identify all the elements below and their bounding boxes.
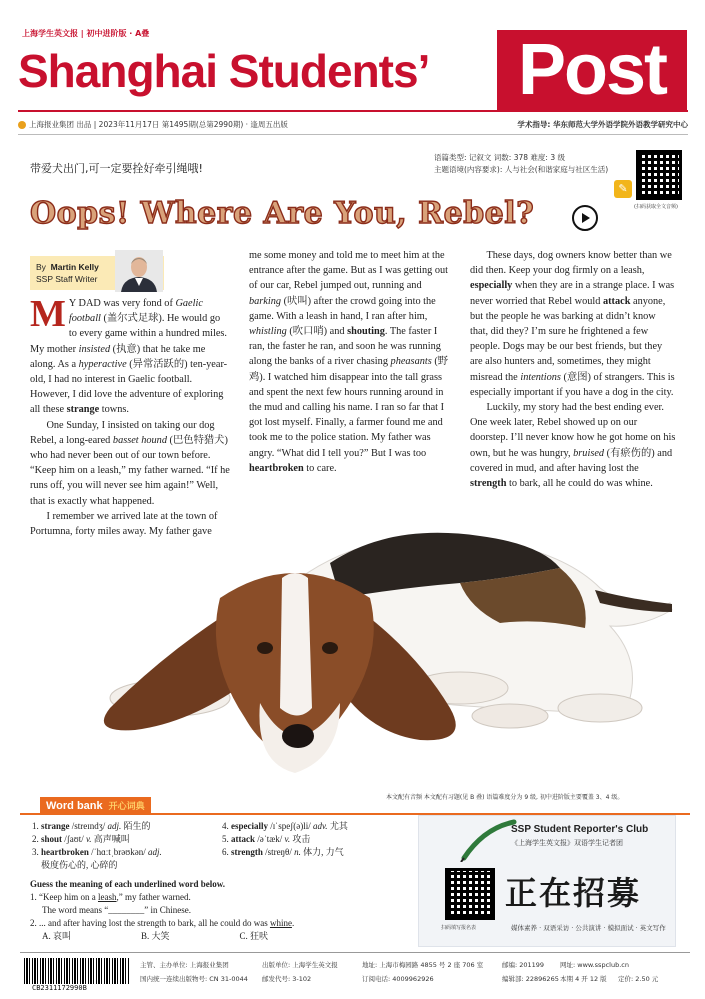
pencil-icon[interactable]: ✎ [614, 180, 632, 198]
vocabulary-quiz: Guess the meaning of each underlined word below. 1. “Keep him on a leash,” my father warned. The word means “________” in Chinese. 2. ... and after having lost the strength to bark, all he could do was whine. A. 哀叫 B. 大笑 C. 狂吠 [30, 879, 295, 941]
ad-recruiting-text: 正在招募 [505, 874, 642, 912]
paragraph: MY DAD was very fond of Gaelic football (盖尔式足球). He would go to every game within a hundred miles. My mother insisted (执意) that he take me along. As a hyperactive (异常活跃的) ten-year-old, I had no interest in Gaelic football. However, I did love the adventure of exploring all these strange towns. [30, 293, 228, 416]
play-icon [579, 212, 591, 224]
academic-advisor: 学术指导: 华东师范大学外语学院外语教学研究中心 [517, 119, 688, 129]
divider [18, 134, 688, 135]
article-subtitle: 带爱犬出门,可一定要拴好牵引绳哦! [30, 162, 203, 175]
paragraph: These days, dog owners know better than we did then. Keep your dog firmly on a leash, especially when they are in a strange place. I was never worried that Rebel would attack anyone, but the people he was barking at didn’t know that, did they? I’m sure he frightened a few people. Dogs may be our best friends, but they are also hunters and, sometimes, they might misread the intentions (意图) of strangers. This is especially important if you have a dog in the city. [470, 250, 675, 398]
audio-qr-code[interactable] [636, 150, 682, 200]
word-entry: 3. heartbroken /ˈhɑːtˌbrəʊkən/ adj. 极度伤心的, 心碎的 [32, 847, 162, 870]
barcode-number: CB2311172990B [32, 984, 87, 992]
paragraph: One Sunday, I insisted on taking our dog Rebel, a long-eared basset hound (巴色特猎犬) who had never been out of our town before. “Keep him on a leash,” my father warned. “If he runs off, you will never see him again!” Well, that is exactly what happened. [30, 419, 230, 507]
signup-qr-code[interactable] [445, 868, 495, 920]
barcode [24, 958, 130, 984]
word-bank-tab: Word bank 开心词典 [40, 797, 151, 815]
pen-icon [459, 818, 519, 862]
footer-rule [20, 952, 690, 953]
masthead-post-logo: Post [497, 30, 687, 110]
paragraph: I remember we arrived late at the town of Portumna, forty miles away. My father gave [30, 510, 218, 538]
article-column-1 [30, 293, 230, 539]
word-entry: 2. shout /ʃaʊt/ v. 高声喊叫 [32, 834, 130, 844]
masthead-title: Shanghai Students’ [18, 45, 430, 97]
word-entry: 4. especially /ɪˈspeʃ(ə)li/ adv. 尤其 [222, 821, 348, 831]
publisher-logo-icon [18, 121, 26, 129]
publication-info: 主管、主办单位: 上海报业集团 出版单位: 上海学生英文报 地址: 上海市梅园路 4855 号 2 座 706 室 邮编: 201199 网址: www.sspclub.cn 国内统一连续出版物号: CN 31-0044 邮发代号: 3-102 订阅电话: 4009962926 编辑部: 22896265 本期 4 开 12 版 定价: 2.50 元 [140, 961, 659, 983]
option-a[interactable]: A. 哀叫 [42, 931, 71, 941]
paragraph: Luckily, my story had the best ending ever. One week later, Rebel showed up on our doorstep. I’ll never know how he got home on his own, but he was hungry, bruised (有瘀伤的) and covered in mud, and after having lost the strength to bark, all he could do was whine. [470, 402, 676, 490]
option-b[interactable]: B. 大笑 [141, 931, 170, 941]
paragraph: me some money and told me to meet him at the entrance after the game. But as I was getting out of our car, Rebel jumped out, running and barking (吠叫) after the crowd going into the game. With a leash in hand, I ran after him, whistling (吹口哨) and shouting. The faster I ran, the faster he ran, and soon he was running along the banks of a river chasing pheasants (野鸡). I watched him disappear into the tall grass and spent the next few hours running around in the mud and calling his name. I ran so far that I got lost myself. Finally, a farmer found me and took me to the police station. My father was angry. “What did I tell you?” But I was too heartbroken to care. [249, 250, 449, 474]
page-footnote: 本文配有音频 本文配有习题(见 B 叠) 语篇难度分为 9 级, 初中进阶版主要覆盖 3、4 级。 [386, 794, 624, 801]
reporter-club-ad [418, 815, 676, 947]
article-meta: 语篇类型: 记叙文 词数: 378 难度: 3 级 主题语境(内容要求): 人与社会(和谐家庭与社区生活) ✎ [434, 152, 654, 198]
article-headline: Oops! Where Are You, Rebel? [30, 196, 535, 231]
ad-title: SSP Student Reporter's Club [511, 824, 649, 835]
ad-tags: 媒体素养 · 双语采访 · 公共演讲 · 模拟面试 · 英文写作 [511, 924, 666, 932]
edition-label: 上海学生英文报 | 初中进阶版 · A叠 [22, 29, 150, 38]
byline: By Martin Kelly SSP Staff Writer [30, 256, 164, 290]
word-bank-column-2 [222, 820, 412, 859]
publisher-info: 上海报业集团 出品 | 2023年11月17日 第1495期(总第2990期) · 逢周五出版 [18, 119, 288, 130]
word-entry: 1. strange /streɪndʒ/ adj. 陌生的 [32, 821, 151, 831]
signup-qr-caption: 扫码填写报名表 [441, 925, 477, 931]
basset-hound-photo [40, 508, 680, 798]
word-entry: 6. strength /streŋθ/ n. 体力, 力气 [222, 847, 344, 857]
word-entry: 5. attack /əˈtæk/ v. 攻击 [222, 834, 311, 844]
masthead-rule [18, 110, 688, 112]
article-column-3 [470, 248, 676, 491]
article-column-2 [249, 248, 455, 476]
qr-caption: (扫码获取全文音频) [634, 204, 678, 210]
word-bank-column-1 [32, 820, 222, 872]
issue-info-bar [18, 116, 688, 132]
option-c[interactable]: C. 狂吠 [239, 931, 269, 941]
ad-subtitle: 《上海学生英文报》双语学生记者团 [511, 839, 623, 847]
play-audio-button[interactable] [572, 205, 598, 231]
author-avatar [115, 250, 163, 292]
